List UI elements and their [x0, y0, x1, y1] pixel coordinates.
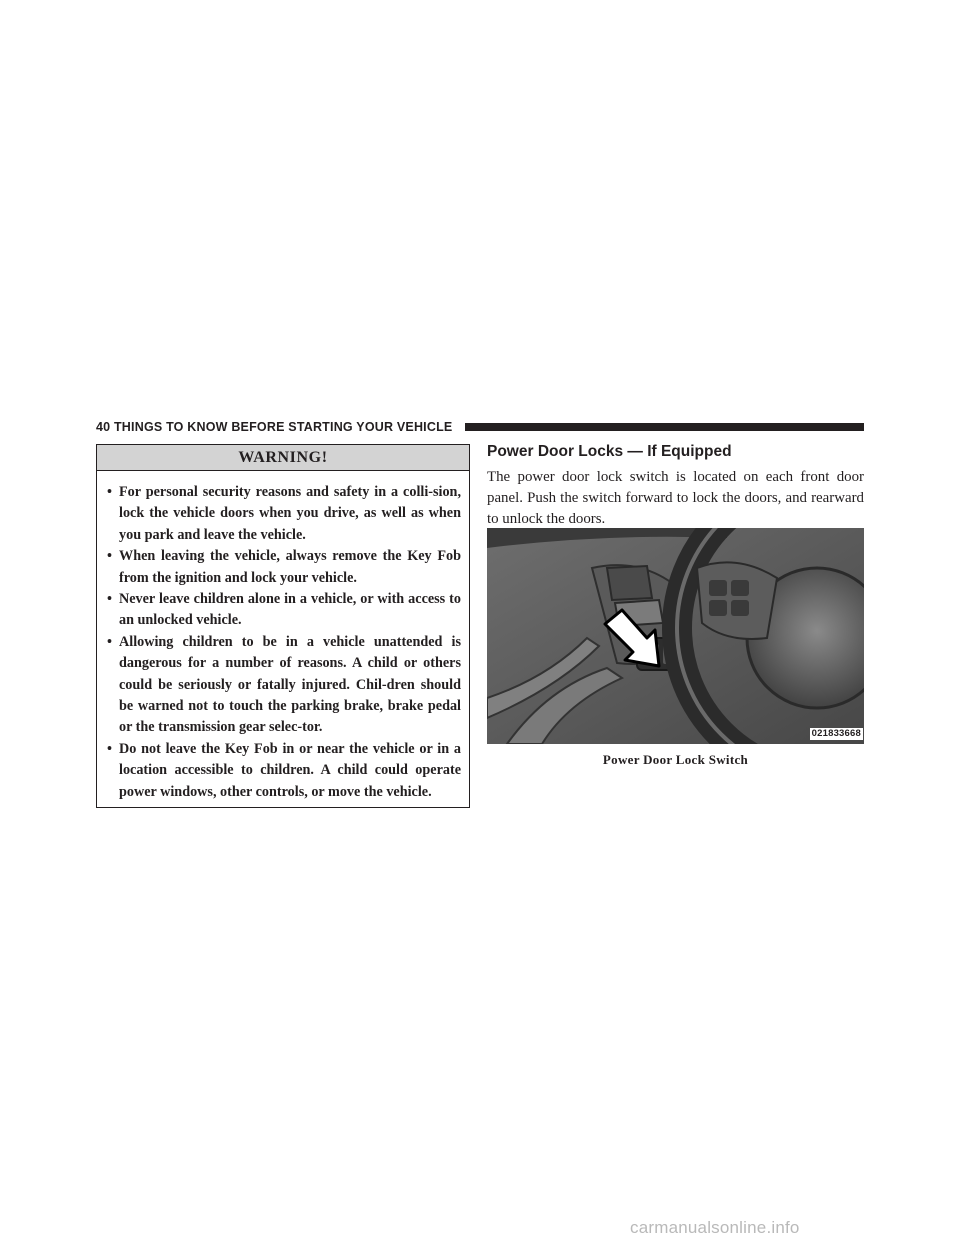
warning-item: • When leaving the vehicle, always remove the Key Fob from the ignition and lock your vehicle.: [107, 548, 461, 586]
warning-item: • Allowing children to be in a vehicle unattended is dangerous for a number of reasons. A child or others could be seriously or fatally injured. Chil-dren should be warned not to touch the parking brake, brake pedal or the transmission gear selec-tor.: [107, 633, 461, 736]
warning-item: • Do not leave the Key Fob in or near the vehicle or in a location accessible to children. A child could operate power windows, other controls, or move the vehicle.: [107, 740, 461, 800]
bullet-icon: •: [107, 484, 112, 500]
warning-list: [97, 471, 469, 803]
figure-caption: Power Door Lock Switch: [602, 752, 749, 767]
door-panel-photo: [487, 528, 864, 744]
warning-title: WARNING!: [97, 445, 469, 471]
page-number-header: 40 THINGS TO KNOW BEFORE STARTING YOUR VEHICLE: [96, 420, 453, 434]
running-header: [96, 419, 864, 435]
warning-item: • For personal security reasons and safety in a colli-sion, lock the vehicle doors when you drive, as well as when you park and leave the vehicle.: [107, 484, 461, 543]
header-rule: [465, 423, 864, 431]
warning-item: • Never leave children alone in a vehicle, or with access to an unlocked vehicle.: [107, 591, 461, 629]
warning-box: [96, 444, 470, 808]
bullet-icon: •: [107, 740, 112, 757]
bullet-icon: •: [107, 633, 112, 650]
watermark: carmanualsonline.info: [630, 1218, 800, 1237]
bullet-icon: •: [107, 591, 112, 608]
door-panel-illustration: [487, 528, 864, 744]
figure-code: 021833668: [811, 728, 861, 739]
section-heading: Power Door Locks — If Equipped: [487, 443, 732, 460]
bullet-icon: •: [107, 548, 112, 565]
section-body: The power door lock switch is located on each front door panel. Push the switch forward to lock the doors, and rearward to unlock the doors.: [487, 469, 864, 527]
